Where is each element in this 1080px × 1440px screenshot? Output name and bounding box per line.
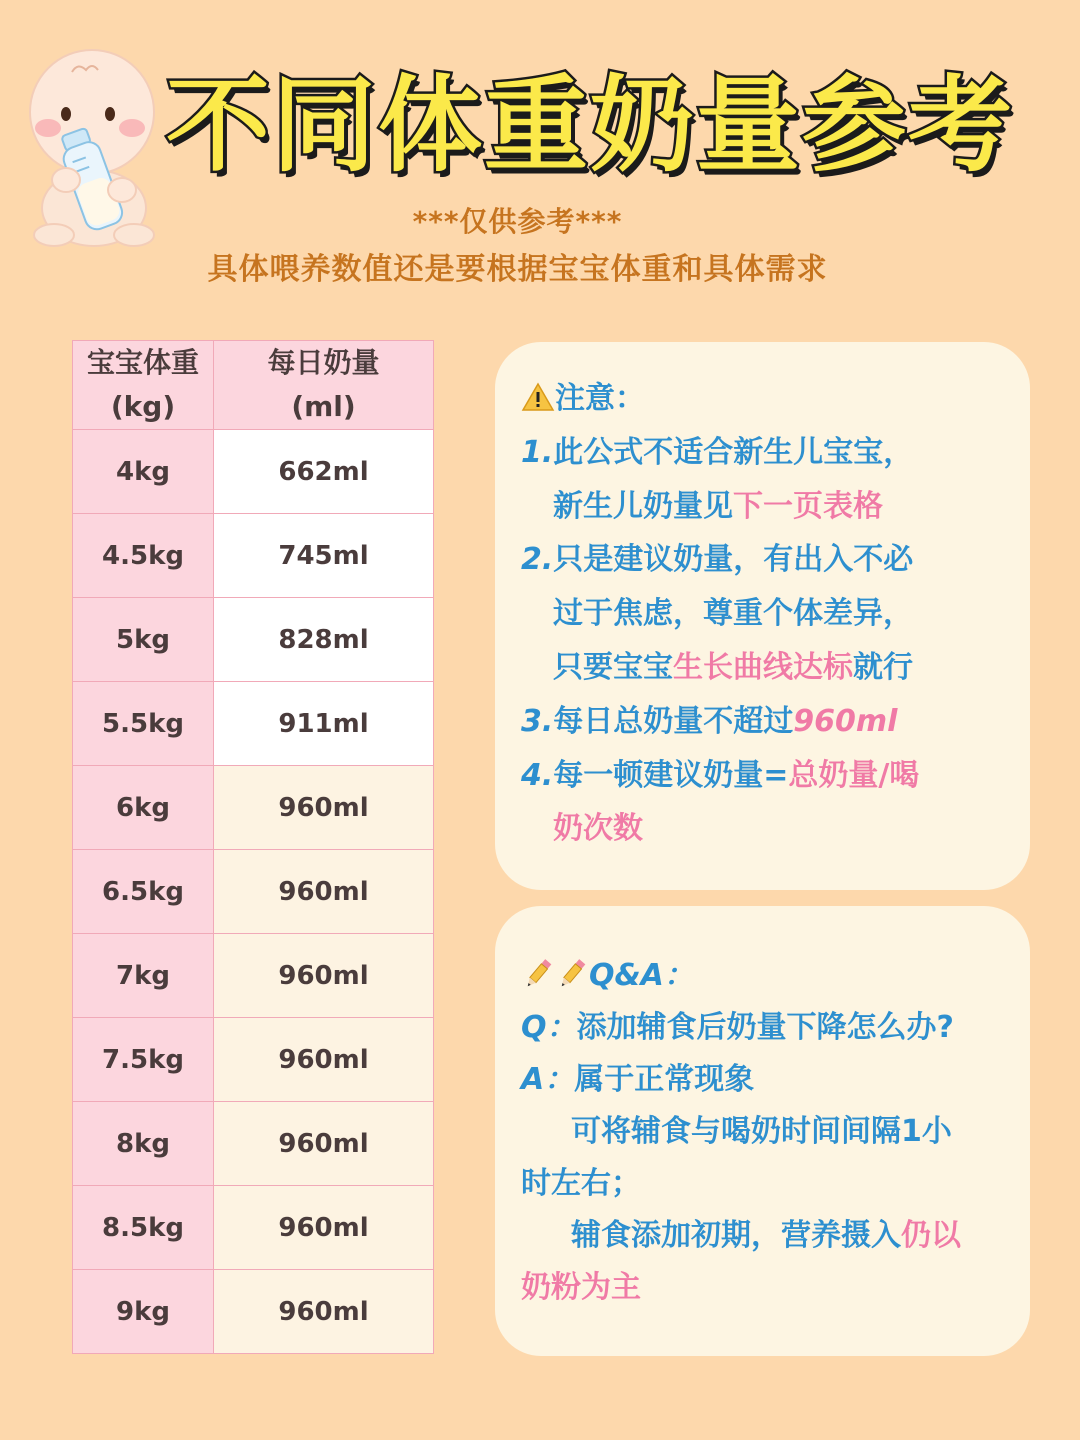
milk-cell: 960ml: [214, 1270, 434, 1354]
feeding-disclaimer: 具体喂养数值还是要根据宝宝体重和具体需求: [207, 252, 828, 287]
weight-cell: 4kg: [73, 430, 214, 514]
weight-cell: 6kg: [73, 766, 214, 850]
table-row: [73, 850, 434, 934]
table-row: [73, 1018, 434, 1102]
answer-text: 属于正常现象: [574, 1062, 755, 1097]
weight-cell: 5kg: [73, 598, 214, 682]
note-1-text: 此公式不适合新生儿宝宝，: [553, 434, 914, 470]
note-3: [521, 695, 1010, 749]
pencil-icon: [555, 958, 589, 990]
note-2-text-end: 就行: [853, 649, 913, 685]
note-1-highlight: 下一页表格: [733, 488, 883, 524]
note-2-line-1: [521, 533, 1010, 587]
qa-heading-text: Q&A：: [589, 958, 694, 993]
note-1-line-1: [521, 426, 1010, 480]
qa-card: [495, 906, 1030, 1356]
notes-heading: [521, 372, 1010, 426]
milk-cell: 828ml: [214, 598, 434, 682]
milk-cell: 960ml: [214, 766, 434, 850]
weight-milk-table: [72, 340, 434, 1354]
question-label: Q：: [521, 1010, 577, 1045]
note-2-text-3: 只要宝宝: [553, 649, 673, 685]
answer-label: A：: [521, 1062, 575, 1097]
note-2-line-2: 过于焦虑，尊重个体差异，: [553, 596, 913, 632]
table-row: [73, 934, 434, 1018]
note-3-number: 3.: [521, 703, 554, 739]
note-1-line-2: [521, 480, 1010, 534]
notes-heading-text: 注意：: [555, 381, 645, 416]
milk-cell: 960ml: [214, 1102, 434, 1186]
answer-detail-1: 可将辅食与喝奶时间间隔1小: [571, 1114, 952, 1149]
note-3-highlight: 960ml: [793, 703, 898, 739]
note-4-text: 每一顿建议奶量=: [553, 757, 789, 793]
table-header-row: [73, 341, 434, 430]
reference-only-note: ***仅供参考***: [412, 205, 623, 238]
milk-header-unit: (ml): [291, 390, 356, 423]
answer-detail-2-text: 辅食添加初期，营养摄入: [571, 1218, 901, 1253]
note-2-highlight: 生长曲线达标: [673, 649, 853, 685]
table-row: [73, 598, 434, 682]
answer-line: [521, 1054, 1020, 1106]
question-text: 添加辅食后奶量下降怎么办?: [576, 1010, 954, 1045]
notes-card: [495, 342, 1030, 890]
note-1-text-2: 新生儿奶量见: [553, 488, 733, 524]
pencil-icon: [521, 958, 555, 990]
weight-header-unit: (kg): [110, 390, 176, 423]
note-3-text: 每日总奶量不超过: [553, 703, 794, 739]
note-1-number: 1.: [521, 434, 554, 470]
weight-cell: 6.5kg: [73, 850, 214, 934]
answer-detail-1-cont: 时左右；: [521, 1166, 641, 1201]
note-4-number: 4.: [521, 757, 554, 793]
milk-cell: 960ml: [214, 1018, 434, 1102]
weight-cell: 7.5kg: [73, 1018, 214, 1102]
weight-cell: 9kg: [73, 1270, 214, 1354]
table-row: [73, 430, 434, 514]
milk-cell: 960ml: [214, 1186, 434, 1270]
weight-cell: 5.5kg: [73, 682, 214, 766]
note-2-line-3: [521, 641, 1010, 695]
weight-cell: 4.5kg: [73, 514, 214, 598]
milk-cell: 745ml: [214, 514, 434, 598]
table-row: [73, 1270, 434, 1354]
note-4-line-1: [521, 749, 1010, 803]
milk-cell: 911ml: [214, 682, 434, 766]
weight-cell: 8.5kg: [73, 1186, 214, 1270]
answer-detail-2: [521, 1210, 1020, 1262]
weight-cell: 8kg: [73, 1102, 214, 1186]
note-4-highlight: 总奶量/喝: [788, 757, 920, 793]
milk-column-header: [214, 341, 434, 430]
table-row: [73, 1186, 434, 1270]
milk-cell: 662ml: [214, 430, 434, 514]
page-title: 不同体重奶量参考: [165, 64, 1014, 186]
table-row: [73, 682, 434, 766]
weight-header-label: 宝宝体重: [86, 346, 199, 379]
weight-cell: 7kg: [73, 934, 214, 1018]
weight-column-header: [73, 341, 214, 430]
warning-icon: [521, 382, 555, 412]
note-2-number: 2.: [521, 542, 554, 578]
milk-cell: 960ml: [214, 934, 434, 1018]
table-row: [73, 766, 434, 850]
note-4-line-2: 奶次数: [553, 811, 643, 847]
table-row: [73, 514, 434, 598]
qa-heading: [521, 950, 1020, 1002]
table-row: [73, 1102, 434, 1186]
note-2-text: 只是建议奶量，有出入不必: [553, 542, 914, 578]
milk-header-label: 每日奶量: [267, 346, 380, 379]
answer-detail-2-highlight: 仍以: [901, 1218, 961, 1253]
question-line: [521, 1002, 1020, 1054]
milk-cell: 960ml: [214, 850, 434, 934]
answer-detail-2-cont: 奶粉为主: [521, 1270, 641, 1305]
